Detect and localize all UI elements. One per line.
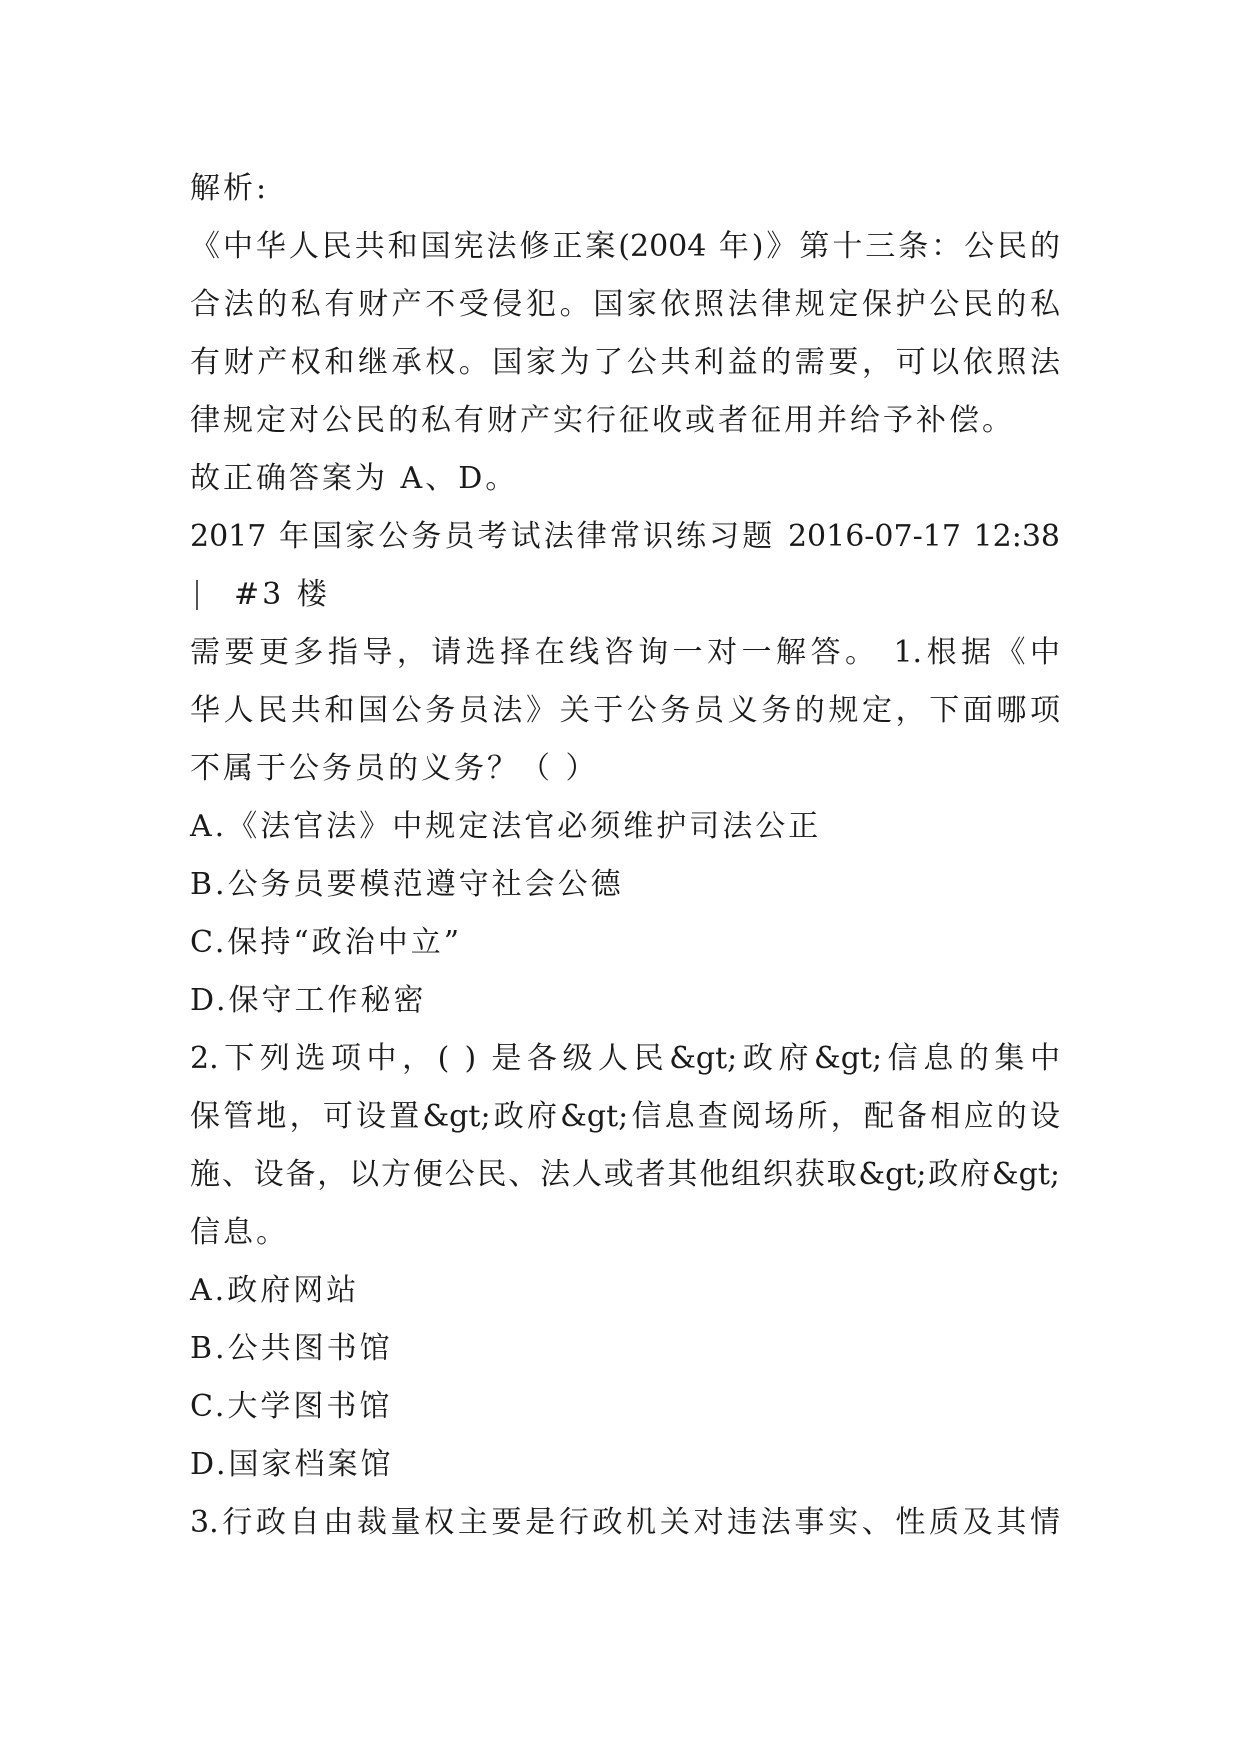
question-line: 需要更多指导，请选择在线咨询一对一解答。 1.根据《中	[190, 635, 1060, 670]
question-line: 保管地，可设置&gt;政府&gt;信息查阅场所，配备相应的设	[190, 1099, 1060, 1134]
option-d: D.保守工作秘密	[190, 983, 427, 1018]
option-c: C.大学图书馆	[190, 1389, 393, 1424]
option-a: A.政府网站	[190, 1273, 360, 1308]
option-a: A.《法官法》中规定法官必须维护司法公正	[190, 809, 822, 844]
question-line: 施、设备，以方便公民、法人或者其他组织获取&gt;政府&gt;	[190, 1157, 1060, 1192]
question-line: 华人民共和国公务员法》关于公务员义务的规定，下面哪项	[190, 693, 1060, 728]
analysis-line: 有财产权和继承权。国家为了公共利益的需要，可以依照法	[190, 345, 1060, 380]
floor-number: #3 楼	[234, 577, 330, 612]
question-line: 不属于公务员的义务？（ ）	[190, 751, 599, 786]
option-b: B.公共图书馆	[190, 1331, 393, 1366]
question-line: 2.下列选项中，( ) 是各级人民&gt;政府&gt;信息的集中	[190, 1041, 1060, 1076]
divider-bar	[196, 580, 198, 610]
question-line: 3.行政自由裁量权主要是行政机关对违法事实、性质及其情	[190, 1505, 1060, 1540]
answer-line: 故正确答案为 A、D。	[190, 461, 519, 496]
analysis-line: 律规定对公民的私有财产实行征收或者征用并给予补偿。	[190, 403, 1015, 438]
post-title: 2017 年国家公务员考试法律常识练习题 2016-07-17 12:38	[190, 519, 1060, 554]
document-page	[190, 160, 1060, 1552]
analysis-line: 合法的私有财产不受侵犯。国家依照法律规定保护公民的私	[190, 287, 1060, 322]
question-line: 信息。	[190, 1215, 289, 1250]
analysis-line: 《中华人民共和国宪法修正案(2004 年)》第十三条：公民的	[190, 229, 1060, 264]
floor-line	[190, 566, 1060, 624]
option-b: B.公务员要模范遵守社会公德	[190, 867, 624, 902]
option-c: C.保持“政治中立”	[190, 925, 463, 960]
option-d: D.国家档案馆	[190, 1447, 394, 1482]
analysis-heading: 解析:	[190, 171, 270, 206]
